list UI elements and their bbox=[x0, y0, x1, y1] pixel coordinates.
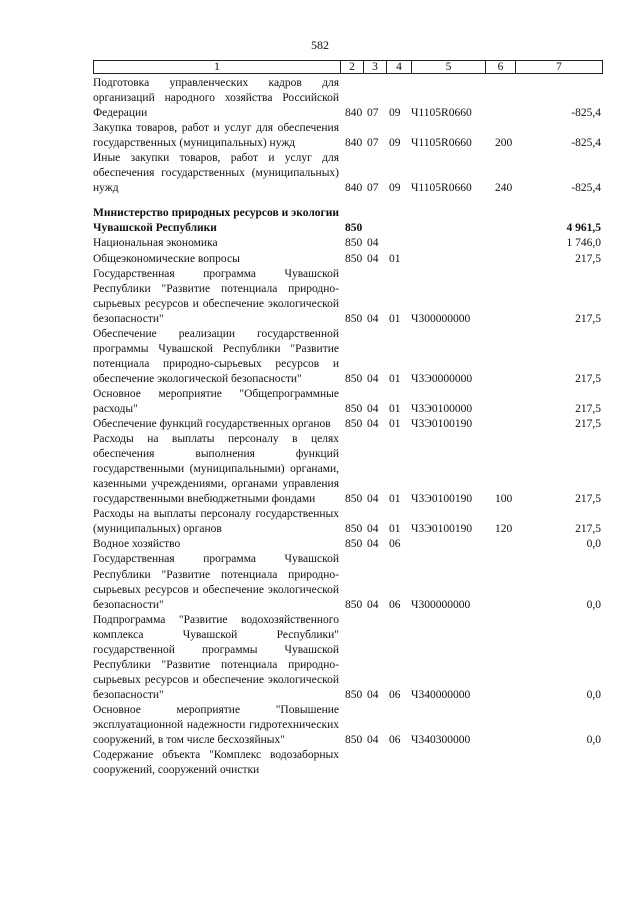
header-col-6: 6 bbox=[485, 61, 515, 73]
row-section: 04 bbox=[367, 372, 379, 385]
row-ministry-code: 850 bbox=[345, 418, 363, 431]
row-section: 04 bbox=[367, 598, 379, 611]
row-name: Обеспечение реализации государственной программы Чувашской Республики "Развитие потенциала природно-сырьевых ресурсов и обеспечение экологической безопасности" bbox=[93, 327, 339, 385]
row-ministry-code: 850 bbox=[345, 734, 363, 747]
header-col-2: 2 bbox=[340, 61, 363, 73]
row-amount: -825,4 bbox=[571, 182, 601, 195]
row-name: Расходы на выплаты персоналу государственных (муниципальных) органов bbox=[93, 508, 339, 536]
row-ministry-code: 850 bbox=[345, 312, 363, 325]
table-row bbox=[93, 121, 603, 151]
row-amount: 217,5 bbox=[575, 418, 601, 431]
row-ministry-code: 850 bbox=[345, 372, 363, 385]
row-name: Национальная экономика bbox=[93, 237, 218, 250]
row-target-code: Ч1105R0660 bbox=[411, 107, 472, 120]
table-row bbox=[93, 151, 603, 196]
row-ministry-code: 850 bbox=[345, 493, 363, 506]
header-col-1: 1 bbox=[214, 61, 220, 73]
row-section: 07 bbox=[367, 182, 379, 195]
row-amount: 217,5 bbox=[575, 252, 601, 265]
row-name: Содержание объекта "Комплекс водозаборных сооружений, сооружений очистки bbox=[93, 749, 339, 777]
row-subsection: 06 bbox=[389, 688, 401, 701]
page-number: 582 bbox=[311, 38, 329, 52]
row-target-code: Ч3Э0000000 bbox=[411, 372, 473, 385]
table-row bbox=[93, 387, 603, 417]
table-row bbox=[93, 327, 603, 387]
row-section: 04 bbox=[367, 402, 379, 415]
row-name: Расходы на выплаты персоналу в целях обеспечения выполнения функций государственными (муниципальными) органами, казенными учреждениями, органами управления государственными внебюджетными фондами bbox=[93, 433, 339, 506]
row-section: 04 bbox=[367, 493, 379, 506]
row-subsection: 01 bbox=[389, 523, 401, 536]
row-target-code: Ч340000000 bbox=[411, 688, 471, 701]
row-amount: 217,5 bbox=[575, 372, 601, 385]
table-row bbox=[93, 432, 603, 507]
row-section: 04 bbox=[367, 538, 379, 551]
row-target-code: Ч3Э0100190 bbox=[411, 523, 473, 536]
row-subsection: 06 bbox=[389, 538, 401, 551]
row-name: Государственная программа Чувашской Республики "Развитие потенциала природно-сырьевых ресурсов и обеспечение экологической безопасности" bbox=[93, 553, 339, 611]
row-amount: 1 746,0 bbox=[566, 237, 601, 250]
row-ministry-code: 850 bbox=[345, 523, 363, 536]
row-amount: -825,4 bbox=[571, 107, 601, 120]
row-section: 04 bbox=[367, 312, 379, 325]
row-name: Общеэкономические вопросы bbox=[93, 252, 240, 265]
row-ministry-code: 850 bbox=[345, 222, 363, 235]
row-subsection: 01 bbox=[389, 418, 401, 431]
header-col-3: 3 bbox=[363, 61, 386, 73]
row-target-code: Ч3Э0100000 bbox=[411, 402, 473, 415]
row-name: Подготовка управленческих кадров для организаций народного хозяйства Российской Федерации bbox=[93, 77, 339, 120]
row-subsection: 01 bbox=[389, 493, 401, 506]
row-name: Основное мероприятие "Общепрограммные расходы" bbox=[93, 387, 339, 415]
budget-table-body bbox=[93, 76, 603, 778]
header-col-5: 5 bbox=[411, 61, 485, 73]
row-section: 04 bbox=[367, 418, 379, 431]
row-ministry-code: 840 bbox=[345, 182, 363, 195]
row-target-code: Ч340300000 bbox=[411, 734, 471, 747]
row-amount: 0,0 bbox=[586, 688, 601, 701]
row-amount: 217,5 bbox=[575, 312, 601, 325]
row-ministry-code: 850 bbox=[345, 538, 363, 551]
row-target-code: Ч300000000 bbox=[411, 312, 471, 325]
row-amount: 4 961,5 bbox=[566, 222, 601, 235]
row-name: Основное мероприятие "Повышение эксплуатационной надежности гидротехнических сооружений, в том числе бесхозяйных" bbox=[93, 703, 339, 747]
row-subsection: 01 bbox=[389, 312, 401, 325]
row-subsection: 06 bbox=[389, 734, 401, 747]
row-ministry-code: 840 bbox=[345, 107, 363, 120]
table-row bbox=[93, 76, 603, 121]
row-section: 07 bbox=[367, 107, 379, 120]
table-row bbox=[93, 703, 603, 748]
table-row bbox=[93, 252, 603, 267]
row-section: 04 bbox=[367, 523, 379, 536]
table-row bbox=[93, 748, 603, 778]
row-section: 04 bbox=[367, 734, 379, 747]
row-ministry-code: 850 bbox=[345, 402, 363, 415]
row-expense-type: 100 bbox=[495, 493, 513, 506]
table-header bbox=[93, 60, 603, 74]
row-section: 04 bbox=[367, 688, 379, 701]
row-subsection: 09 bbox=[389, 107, 401, 120]
row-amount: -825,4 bbox=[571, 137, 601, 150]
row-name: Подпрограмма "Развитие водохозяйственного комплекса Чувашской Республики" государственной программы Чувашской Республики "Развитие потенциала природно-сырьевых ресурсов и обеспечение экологической безопасности" bbox=[93, 613, 339, 701]
row-ministry-code: 850 bbox=[345, 598, 363, 611]
row-amount: 217,5 bbox=[575, 402, 601, 415]
table-row bbox=[93, 613, 603, 703]
table-row bbox=[93, 507, 603, 537]
table-row bbox=[93, 236, 603, 251]
row-name: Водное хозяйство bbox=[93, 538, 181, 551]
row-subsection: 01 bbox=[389, 372, 401, 385]
row-target-code: Ч3Э0100190 bbox=[411, 418, 473, 431]
table-row bbox=[93, 267, 603, 327]
row-amount: 0,0 bbox=[586, 538, 601, 551]
row-amount: 0,0 bbox=[586, 598, 601, 611]
row-name: Закупка товаров, работ и услуг для обеспечения государственных (муниципальных) нужд bbox=[93, 122, 339, 150]
row-expense-type: 200 bbox=[495, 137, 513, 150]
row-name: Государственная программа Чувашской Республики "Развитие потенциала природно-сырьевых ресурсов и обеспечение экологической безопасности" bbox=[93, 267, 339, 325]
row-subsection: 06 bbox=[389, 598, 401, 611]
header-col-4: 4 bbox=[386, 61, 411, 73]
table-row bbox=[93, 537, 603, 552]
table-row bbox=[93, 417, 603, 432]
row-name: Обеспечение функций государственных органов bbox=[93, 418, 331, 431]
row-target-code: Ч1105R0660 bbox=[411, 137, 472, 150]
header-col-7: 7 bbox=[515, 61, 602, 73]
row-subsection: 01 bbox=[389, 402, 401, 415]
row-subsection: 09 bbox=[389, 137, 401, 150]
row-ministry-code: 850 bbox=[345, 237, 363, 250]
row-name: Министерство природных ресурсов и экологии Чувашской Республики bbox=[93, 207, 339, 235]
row-expense-type: 120 bbox=[495, 523, 513, 536]
row-ministry-code: 850 bbox=[345, 688, 363, 701]
row-subsection: 01 bbox=[389, 252, 401, 265]
table-row bbox=[93, 552, 603, 612]
table-row-ministry bbox=[93, 206, 603, 236]
row-name: Иные закупки товаров, работ и услуг для обеспечения государственных (муниципальных) нужд bbox=[93, 152, 339, 195]
row-section: 04 bbox=[367, 237, 379, 250]
row-ministry-code: 840 bbox=[345, 137, 363, 150]
row-target-code: Ч300000000 bbox=[411, 598, 471, 611]
row-target-code: Ч1105R0660 bbox=[411, 182, 472, 195]
row-subsection: 09 bbox=[389, 182, 401, 195]
row-target-code: Ч3Э0100190 bbox=[411, 493, 473, 506]
row-expense-type: 240 bbox=[495, 182, 513, 195]
row-amount: 0,0 bbox=[586, 734, 601, 747]
row-amount: 217,5 bbox=[575, 523, 601, 536]
row-section: 04 bbox=[367, 252, 379, 265]
row-ministry-code: 850 bbox=[345, 252, 363, 265]
row-section: 07 bbox=[367, 137, 379, 150]
row-amount: 217,5 bbox=[575, 493, 601, 506]
